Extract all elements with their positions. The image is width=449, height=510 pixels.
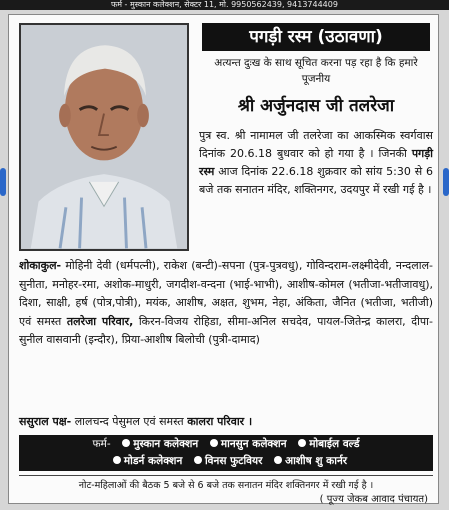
mourners-label: शोकाकुल- — [19, 259, 62, 272]
announcement-bold-phrase: पगड़ी रस्म — [199, 147, 433, 178]
in-laws-family: कालरा परिवार । — [187, 415, 253, 428]
announcement-text-1: पुत्र स्व. श्री नामामल जी तलरेजा का आकस्मिक स्वर्गवास दिनांक 20.6.18 बुधवार को हो गया है । जिनकी — [199, 129, 433, 160]
mourners-text-2: किरन-विजय रोहिडा, सीमा-अनिल सचदेव, पायल-जितेन्द्र कालरा, दीपा-सुनील वासवानी (इन्दौर), प्रिया-आशीष बिलोची (पुत्री-दामाद) — [19, 314, 433, 346]
right-edge-marker — [443, 168, 449, 196]
firm-name: विनस फुटवियर — [204, 455, 263, 467]
firm-name: मुस्कान कलेक्शन — [133, 438, 199, 450]
signature: ( पूज्य जेकब आवाद पंचायत) — [319, 494, 428, 505]
in-laws-line — [19, 413, 433, 431]
announcement-text-2: आज दिनांक 22.6.18 शुक्रवार को सांय 5:30 से 6 बजे तक सनातन मंदिर, शक्तिनगर, उदयपुर में रखी गई है । — [199, 165, 433, 196]
bullet-icon — [113, 456, 121, 464]
left-edge-marker — [0, 168, 6, 196]
notice-title: पगड़ी रस्म (उठावणा) — [202, 23, 430, 51]
bullet-icon — [210, 439, 218, 447]
portrait-photo — [19, 23, 189, 251]
mourners-text-1: मोहिनी देवी (धर्मपत्नी), राकेश (बन्टी)-सपना (पुत्र-पुत्रवधु), गोविन्दराम-लक्ष्मीदेवी, नन्दलाल-सुनीता, मनोहर-रमा, अशोक-माधुरी, जगदीश-वन्दना (भाई-भाभी), आशीष-कोमल (भतीजा-भतीजावधु), दिशा, साक्षी, हर्ष (पोत्र,पोत्री), मयंक, आशीष, अक्षत, शुभम, नेहा, अंकिता, जैनित (भतीजा, भतीजी) एवं समस्त — [19, 259, 434, 328]
firm-name: मोडर्न कलेक्शन — [123, 455, 183, 467]
deceased-name: श्री अर्जुनदास जी तलरेजा — [237, 96, 395, 116]
mourners-list — [19, 257, 433, 350]
firms-box — [19, 435, 433, 471]
firms-row-2 — [25, 453, 427, 470]
firm-name: आशीष शु कार्नर — [285, 455, 348, 467]
firm-name: मानसुन कलेक्शन — [220, 438, 287, 450]
bullet-icon — [194, 456, 202, 464]
firms-prefix: फर्म- — [92, 438, 111, 450]
portrait-illustration — [21, 25, 187, 249]
mourners-family-name: तलरेजा परिवार, — [66, 314, 134, 328]
bullet-icon — [274, 456, 282, 464]
intro-text: अत्यन्त दुःख के साथ सूचित करना पड़ रहा है कि हमारे पूजनीय — [214, 57, 418, 85]
women-meeting-note: नोट-महिलाओं की बैठक 5 बजे से 6 बजे तक सनातन मंदिर शक्तिनगर में रखी गई है । — [19, 475, 433, 493]
obituary-notice — [8, 14, 439, 504]
bullet-icon — [122, 439, 130, 447]
in-laws-label: ससुराल पक्ष- — [19, 415, 72, 428]
firm-name: मोबाईल वर्ल्ड — [309, 438, 360, 450]
in-laws-text: लालचन्द पेसुमल एवं समस्त — [74, 415, 184, 428]
announcement-paragraph — [199, 127, 433, 199]
bullet-icon — [298, 439, 306, 447]
firms-row-1 — [25, 436, 427, 453]
top-header-strip: फर्म - मुस्कान कलेक्शन, सेक्टर 11, मो. 9950562439, 9413744409 — [0, 0, 449, 10]
